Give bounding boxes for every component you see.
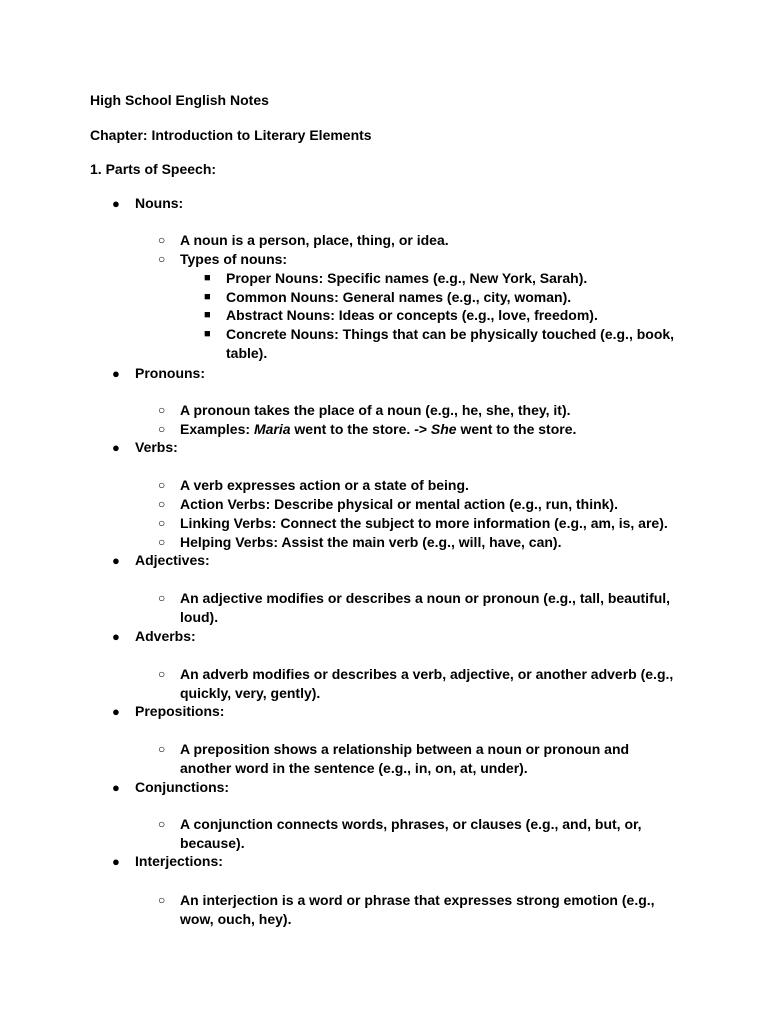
nouns-definition: A noun is a person, place, thing, or idea.: [180, 232, 449, 248]
chapter-heading: Chapter: Introduction to Literary Elements: [90, 127, 372, 143]
example-word-she: She: [430, 421, 457, 437]
noun-type-item: Abstract Nouns: Ideas or concepts (e.g., love, freedom).: [226, 307, 598, 323]
bullet-marker: ●: [112, 629, 120, 644]
adjectives-heading: Adjectives:: [135, 552, 210, 568]
sub-bullet-marker: ○: [158, 535, 166, 549]
bullet-marker: ●: [112, 854, 120, 869]
adjectives-definition-continued: loud).: [180, 609, 219, 625]
pronouns-definition: A pronoun takes the place of a noun (e.g., he, she, they, it).: [180, 402, 571, 418]
square-bullet-marker: ■: [204, 309, 211, 321]
bullet-marker: ●: [112, 440, 120, 455]
pronouns-example: [180, 420, 576, 439]
adjectives-definition: An adjective modifies or describes a noun or pronoun (e.g., tall, beautiful,: [180, 590, 671, 606]
noun-type-item: Proper Nouns: Specific names (e.g., New York, Sarah).: [226, 270, 588, 286]
sub-bullet-marker: ○: [158, 516, 166, 530]
interjections-definition: An interjection is a word or phrase that expresses strong emotion (e.g.,: [180, 892, 655, 908]
verbs-heading: Verbs:: [135, 439, 178, 455]
sub-bullet-marker: ○: [158, 667, 166, 681]
nouns-types-label: Types of nouns:: [180, 251, 288, 267]
verbs-item: Action Verbs: Describe physical or mental action (e.g., run, think).: [180, 496, 618, 512]
interjections-definition-continued: wow, ouch, hey).: [180, 911, 292, 927]
sub-bullet-marker: ○: [158, 591, 166, 605]
sub-bullet-marker: ○: [158, 478, 166, 492]
sub-bullet-marker: ○: [158, 233, 166, 247]
square-bullet-marker: ■: [204, 328, 211, 340]
verbs-item: A verb expresses action or a state of being.: [180, 477, 469, 493]
bullet-marker: ●: [112, 553, 120, 568]
prepositions-definition-continued: another word in the sentence (e.g., in, on, at, under).: [180, 760, 528, 776]
adverbs-definition-continued: quickly, very, gently).: [180, 685, 321, 701]
document-title: High School English Notes: [90, 92, 269, 108]
bullet-marker: ●: [112, 196, 120, 211]
bullet-marker: ●: [112, 366, 120, 381]
noun-type-item: Common Nouns: General names (e.g., city, woman).: [226, 289, 572, 305]
sub-bullet-marker: ○: [158, 403, 166, 417]
pronouns-heading: Pronouns:: [135, 365, 205, 381]
conjunctions-definition-continued: because).: [180, 835, 245, 851]
bullet-marker: ●: [112, 704, 120, 719]
sub-bullet-marker: ○: [158, 497, 166, 511]
example-suffix: went to the store.: [456, 421, 577, 437]
noun-type-item: Concrete Nouns: Things that can be physically touched (e.g., book,: [226, 326, 675, 342]
square-bullet-marker: ■: [204, 291, 211, 303]
prepositions-heading: Prepositions:: [135, 703, 225, 719]
verbs-item: Helping Verbs: Assist the main verb (e.g., will, have, can).: [180, 534, 562, 550]
sub-bullet-marker: ○: [158, 893, 166, 907]
square-bullet-marker: ■: [204, 272, 211, 284]
adverbs-heading: Adverbs:: [135, 628, 196, 644]
sub-bullet-marker: ○: [158, 422, 166, 436]
sub-bullet-marker: ○: [158, 817, 166, 831]
sub-bullet-marker: ○: [158, 252, 166, 266]
prepositions-definition: A preposition shows a relationship between a noun or pronoun and: [180, 741, 630, 757]
example-prefix: Examples:: [180, 421, 254, 437]
sub-bullet-marker: ○: [158, 742, 166, 756]
conjunctions-heading: Conjunctions:: [135, 779, 230, 795]
verbs-item: Linking Verbs: Connect the subject to more information (e.g., am, is, are).: [180, 515, 668, 531]
adverbs-definition: An adverb modifies or describes a verb, adjective, or another adverb (e.g.,: [180, 666, 674, 682]
conjunctions-definition: A conjunction connects words, phrases, or clauses (e.g., and, but, or,: [180, 816, 642, 832]
section-heading: 1. Parts of Speech:: [90, 161, 217, 177]
example-word-maria: Maria: [253, 421, 291, 437]
bullet-marker: ●: [112, 780, 120, 795]
interjections-heading: Interjections:: [135, 853, 223, 869]
example-mid: went to the store. ->: [290, 421, 431, 437]
noun-type-item-continued: table).: [226, 345, 268, 361]
nouns-heading: Nouns:: [135, 195, 184, 211]
